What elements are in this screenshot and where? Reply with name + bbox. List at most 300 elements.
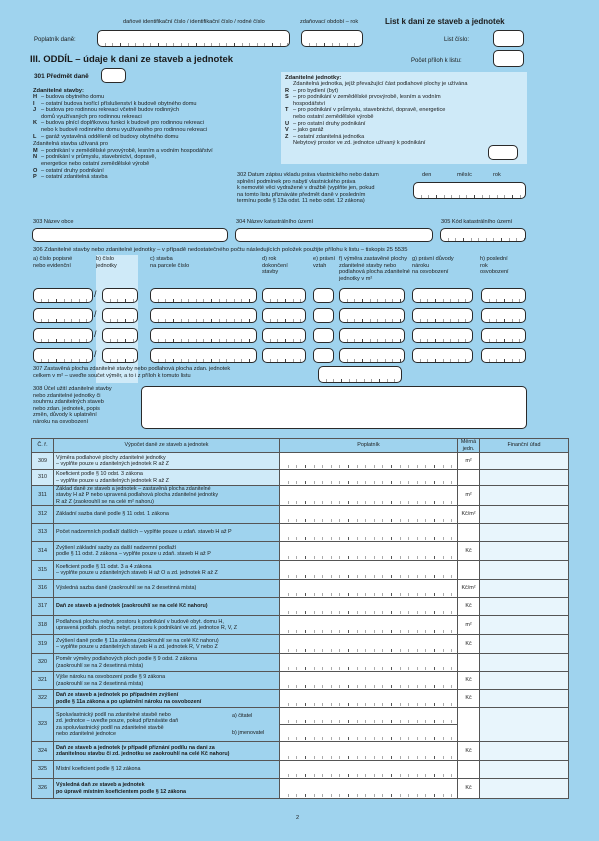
unit-code-item bbox=[285, 134, 467, 141]
row306-cell[interactable] bbox=[313, 348, 334, 363]
slash-separator: / bbox=[94, 289, 97, 299]
row306-cell[interactable] bbox=[262, 308, 306, 323]
row-description: Základní sazba daně podle § 11 odst. 1 zákona bbox=[54, 506, 280, 524]
row302-line: splnění podmínek pro nabytí vlastnického práva bbox=[237, 178, 356, 185]
row306-col-header bbox=[33, 256, 72, 269]
office-cell bbox=[480, 672, 569, 690]
row-number: 323 bbox=[32, 708, 54, 742]
item-text: – pro podnikání v zemědělské prvovýrobě, lesním a vodním bbox=[293, 94, 441, 101]
row-number: 311 bbox=[32, 486, 54, 506]
item-text: – jako garáž bbox=[293, 127, 324, 134]
kat-field[interactable] bbox=[235, 228, 433, 242]
table-row bbox=[32, 742, 569, 761]
office-cell bbox=[480, 524, 569, 542]
row306-cell[interactable] bbox=[313, 288, 334, 303]
item-text: – ostatní budova tvořící příslušenství k budově obytného domu bbox=[41, 100, 197, 107]
kod-field[interactable] bbox=[440, 228, 526, 242]
item-text: – pro podnikání v průmyslu, stavebnictví, dopravě, energetice bbox=[293, 107, 446, 114]
unit-code-item bbox=[285, 107, 467, 114]
item-text: – garáž vystavěná odděleně od budovy obytného domu bbox=[41, 133, 179, 140]
row306-cell[interactable] bbox=[150, 348, 257, 363]
subject-field[interactable] bbox=[101, 68, 126, 83]
row307-line: celkem v m² – uveďte součet výměr, a to i z příloh k tomuto listu bbox=[33, 372, 191, 379]
unit-cell bbox=[458, 470, 480, 486]
row306-col-header-line: b) číslo bbox=[96, 256, 115, 262]
digit-ticks bbox=[280, 465, 457, 468]
payer-value-field[interactable] bbox=[280, 453, 458, 470]
row306-cell[interactable] bbox=[150, 308, 257, 323]
row-number: 321 bbox=[32, 672, 54, 690]
payer-value-field[interactable] bbox=[280, 616, 458, 635]
row306-cell[interactable] bbox=[262, 348, 306, 363]
unit-cell bbox=[458, 761, 480, 779]
row306-col-header-line: h) poslední bbox=[480, 256, 508, 262]
row306-cell[interactable] bbox=[481, 288, 526, 303]
row306-cell[interactable] bbox=[339, 288, 405, 303]
denominator-label: b) jmenovatel bbox=[232, 730, 265, 736]
row308-line: souhrnu zdanitelných staveb bbox=[33, 399, 104, 406]
row308-line: změn, důvody k uplatnění bbox=[33, 412, 97, 419]
building-code-item bbox=[33, 120, 213, 127]
unit-cell: m² bbox=[458, 453, 480, 470]
item-text: nebo k budově rodinného domu využívaného pro rodinnou rekreaci bbox=[41, 126, 208, 133]
row306-col-header-line: nebo evidenční bbox=[33, 262, 71, 269]
unit-cell: Kč/m² bbox=[458, 506, 480, 524]
office-cell bbox=[480, 708, 569, 742]
row-number: 325 bbox=[32, 761, 54, 779]
row306-col-header-line: osvobození bbox=[480, 269, 509, 276]
item-code: V bbox=[285, 127, 289, 134]
row306-col-header-line: stavby bbox=[262, 269, 279, 276]
item-text: – budova pro rodinnou rekreaci včetně budov rodinných bbox=[41, 107, 180, 114]
table-row bbox=[32, 542, 569, 561]
item-text: hospodářství bbox=[293, 100, 326, 107]
row306-cell[interactable] bbox=[33, 288, 93, 303]
payer-value-field[interactable] bbox=[280, 506, 458, 524]
row307-line: 307 Zastavěná plocha zdanitelné stavby nebo podlahová plocha zdan. jednotek bbox=[33, 366, 231, 372]
payer-value-field[interactable] bbox=[280, 542, 458, 561]
row306-col-header bbox=[339, 256, 410, 282]
digit-ticks bbox=[280, 630, 457, 633]
row306-col-header-line: podlahová plocha zdanitelné bbox=[339, 269, 410, 276]
item-code: P bbox=[33, 174, 37, 181]
period-label: zdaňovací období – rok bbox=[300, 19, 359, 25]
item-code: J bbox=[33, 107, 37, 114]
table-row bbox=[32, 635, 569, 654]
units-items bbox=[285, 81, 467, 147]
unit-cell: Kč bbox=[458, 690, 480, 708]
usage-heading: Zdanitelná stavba užívaná pro bbox=[33, 141, 108, 148]
office-cell bbox=[480, 598, 569, 616]
row-description: Koeficient podle § 10 odst. 3 zákona – vyplňte pouze u zdanitelných jednotek R až Z bbox=[54, 470, 280, 486]
unit-cell: Kč bbox=[458, 672, 480, 690]
kat-label: 304 Název katastrálního území bbox=[236, 219, 314, 225]
row306-cell[interactable] bbox=[412, 288, 473, 303]
table-row bbox=[32, 598, 569, 616]
row306-col-header bbox=[262, 256, 288, 276]
row307-field[interactable] bbox=[318, 366, 402, 383]
attach-count-field[interactable] bbox=[493, 50, 524, 67]
row306-cell[interactable] bbox=[33, 328, 93, 343]
payer-value-field[interactable] bbox=[280, 654, 458, 672]
row302-line: k nemovité věci vydražené v dražbě (vyplňte jen, pokud bbox=[237, 185, 375, 192]
row306-col-header-line: na parcele číslo bbox=[150, 262, 190, 269]
table-row bbox=[32, 580, 569, 598]
item-code: N bbox=[33, 154, 38, 161]
dic-label: daňové identifikační číslo / identifikační číslo / rodné číslo bbox=[123, 19, 265, 25]
sheet-no-label: List číslo: bbox=[444, 37, 470, 43]
row-description: Výše nároku na osvobození podle § 9 zákona (zaokrouhlí se na 2 desetinná místa) bbox=[54, 672, 280, 690]
payer-value-field[interactable] bbox=[280, 486, 458, 506]
row-description: Místní koeficient podle § 12 zákona bbox=[54, 761, 280, 779]
unit-cell: Kč/m² bbox=[458, 580, 480, 598]
dic-field[interactable] bbox=[97, 30, 290, 47]
row323-text: Spoluvlastnický podíl na zdanitelné stavbě nebo zd. jednotce – uveďte pouze, pokud přiznáváte daň za spoluvlastnický podíl na zdanitelné stavbě nebo zdanitelné jednotce bbox=[56, 712, 179, 737]
digit-ticks bbox=[280, 575, 457, 578]
slash-separator: / bbox=[94, 349, 97, 359]
row-number: 322 bbox=[32, 690, 54, 708]
col-num-header: Č. ř. bbox=[32, 439, 54, 453]
denominator-field[interactable] bbox=[280, 725, 458, 742]
unit-cell bbox=[458, 654, 480, 672]
usage-code-item bbox=[33, 168, 213, 175]
digit-ticks bbox=[280, 737, 457, 740]
unit-code-item bbox=[285, 121, 467, 128]
item-code: R bbox=[285, 87, 290, 94]
row-number: 320 bbox=[32, 654, 54, 672]
unit-cell bbox=[458, 561, 480, 580]
table-row bbox=[32, 654, 569, 672]
unit-cell: m² bbox=[458, 616, 480, 635]
row-number: 309 bbox=[32, 453, 54, 470]
row-description: Daň ze staveb a jednotek po případném zvýšení podle § 11a zákona a po uplatnění nároku na osvobození bbox=[54, 690, 280, 708]
table-row bbox=[32, 616, 569, 635]
item-text: Nebytový prostor ve zd. jednotce užívaný k podnikání bbox=[293, 140, 426, 147]
buildings-heading: Zdanitelné stavby: bbox=[33, 88, 84, 94]
payer-value-field[interactable] bbox=[280, 598, 458, 616]
row306-cell[interactable] bbox=[33, 348, 93, 363]
digit-ticks bbox=[280, 703, 457, 706]
sheet-no-field[interactable] bbox=[493, 30, 524, 47]
kod-label: 305 Kód katastrálního území bbox=[441, 219, 513, 225]
unit-code-item bbox=[285, 127, 467, 134]
building-code-item bbox=[33, 94, 213, 101]
row306-col-header bbox=[313, 256, 335, 269]
month-label: měsíc bbox=[457, 172, 472, 178]
row306-cell[interactable] bbox=[102, 288, 138, 303]
row306-cell[interactable] bbox=[33, 308, 93, 323]
section-title: III. ODDÍL – údaje k dani ze staveb a jednotek bbox=[30, 54, 234, 65]
row-number: 324 bbox=[32, 742, 54, 761]
row-number: 314 bbox=[32, 542, 54, 561]
item-code: T bbox=[285, 107, 289, 114]
buildings-list bbox=[33, 88, 213, 181]
payer-value-field[interactable] bbox=[280, 761, 458, 779]
row306-cell[interactable] bbox=[313, 328, 334, 343]
digit-ticks bbox=[280, 649, 457, 652]
row-description: Zvýšení daně podle § 11a zákona (zaokrouhlí se na celé Kč nahoru) – vyplňte pouze u zdanitelných staveb H a zd. jednotek R, V nebo Z bbox=[54, 635, 280, 654]
usage-code-item bbox=[33, 161, 213, 168]
item-code: K bbox=[33, 120, 38, 127]
obec-field[interactable] bbox=[32, 228, 228, 242]
row-description bbox=[54, 708, 280, 742]
office-cell bbox=[480, 635, 569, 654]
unit-cell: Kč bbox=[458, 742, 480, 761]
payer-value-field[interactable] bbox=[280, 561, 458, 580]
office-cell bbox=[480, 742, 569, 761]
col-office-header: Finanční úřad bbox=[480, 439, 569, 453]
item-text: energetice nebo ostatní zemědělské výrobě bbox=[41, 160, 150, 167]
office-cell bbox=[480, 654, 569, 672]
office-cell bbox=[480, 761, 569, 779]
row302-label bbox=[237, 172, 379, 205]
office-cell bbox=[480, 779, 569, 799]
row306-cell[interactable] bbox=[262, 328, 306, 343]
unit-code-item bbox=[285, 88, 467, 95]
row306-col-header-line: e) právní bbox=[313, 256, 336, 262]
col-calc-header: Výpočet daně ze staveb a jednotek bbox=[54, 439, 280, 453]
obec-label: 303 Název obce bbox=[33, 219, 74, 225]
item-code: U bbox=[285, 120, 290, 127]
building-code-item bbox=[33, 101, 213, 108]
row-number: 313 bbox=[32, 524, 54, 542]
row302-line: na tomto listu přiznáváte předmět daně v posledním bbox=[237, 191, 366, 198]
unit-code-item bbox=[285, 94, 467, 101]
item-text: – podnikání v průmyslu, stavebnictví, dopravě, bbox=[41, 154, 157, 161]
item-code: O bbox=[33, 167, 38, 174]
row306-col-header-line: c) stavba bbox=[150, 256, 173, 262]
row306-cell[interactable] bbox=[412, 328, 473, 343]
digit-ticks bbox=[280, 756, 457, 759]
payer-value-field[interactable] bbox=[280, 779, 458, 799]
row308-field[interactable] bbox=[141, 386, 527, 429]
row308-line: 308 Účel užití zdanitelné stavby bbox=[33, 386, 112, 392]
row306-col-header-line: d) rok bbox=[262, 256, 277, 262]
nonresidential-field[interactable] bbox=[488, 145, 518, 160]
table-body bbox=[32, 453, 569, 799]
slash-separator: / bbox=[94, 309, 97, 319]
table-row bbox=[32, 470, 569, 486]
usage-items bbox=[33, 148, 213, 181]
building-code-item bbox=[33, 134, 213, 141]
digit-ticks bbox=[280, 685, 457, 688]
payer-value-field[interactable] bbox=[280, 635, 458, 654]
row-description: Výměra podlahové plochy zdanitelné jednotky – vyplňte pouze u zdanitelných jednotek R až Z bbox=[54, 453, 280, 470]
row-description: Počet nadzemních podlaží dalších – vyplňte pouze u zdaň. staveb H až P bbox=[54, 524, 280, 542]
office-cell bbox=[480, 561, 569, 580]
row306-cell[interactable] bbox=[150, 328, 257, 343]
form-title: List k dani ze staveb a jednotek bbox=[385, 17, 505, 26]
row306-col-header-line: g) právní důvody bbox=[412, 256, 454, 262]
office-cell bbox=[480, 542, 569, 561]
page-number: 2 bbox=[296, 815, 300, 821]
unit-cell bbox=[458, 708, 480, 742]
building-code-item bbox=[33, 114, 213, 121]
row306-cell[interactable] bbox=[481, 308, 526, 323]
row-description: Zvýšení základní sazby za další nadzemní podlaží podle § 11 odst. 2 zákona – vyplňte pouze u zdaň. staveb H až P bbox=[54, 542, 280, 561]
row-description: Poměr výměry podlahových ploch podle § 9 odst. 2 zákona (zaokrouhlí se na 2 desetinná místa) bbox=[54, 654, 280, 672]
row306-col-header-line: vztah bbox=[313, 262, 327, 269]
row-description: Výsledná sazba daně (zaokrouhlí se na 2 desetinná místa) bbox=[54, 580, 280, 598]
digit-ticks bbox=[280, 774, 457, 777]
payer-label: Poplatník daně: bbox=[34, 37, 76, 43]
row-description: Daň ze staveb a jednotek (zaokrouhlí se na celé Kč nahoru) bbox=[54, 598, 280, 616]
row-number: 319 bbox=[32, 635, 54, 654]
row-description: Podlahová plocha nebyt. prostoru k podnikání v budově obyt. domu H, upravená podlah. plocha nebyt. prostoru k podnikání ve zd. jednotce R, V, Z bbox=[54, 616, 280, 635]
table-row bbox=[32, 524, 569, 542]
row306-col-header-line: rok bbox=[480, 262, 488, 269]
row-number: 316 bbox=[32, 580, 54, 598]
row306-col-header-line: jednotky v m² bbox=[339, 275, 373, 282]
item-text: – ostatní zdanitelná jednotka bbox=[293, 133, 365, 140]
table-row bbox=[32, 486, 569, 506]
row306-cell[interactable] bbox=[339, 308, 405, 323]
office-cell bbox=[480, 506, 569, 524]
table-row bbox=[32, 708, 569, 725]
table-header-row bbox=[32, 439, 569, 453]
table-row bbox=[32, 506, 569, 524]
digit-ticks bbox=[280, 537, 457, 540]
row306-cell[interactable] bbox=[339, 348, 405, 363]
row306-col-header-line: dokončení bbox=[262, 262, 288, 269]
unit-code-item bbox=[285, 114, 467, 121]
building-code-item bbox=[33, 107, 213, 114]
digit-ticks bbox=[280, 593, 457, 596]
row306-cell[interactable] bbox=[102, 328, 138, 343]
table-row bbox=[32, 690, 569, 708]
col-payer-header: Poplatník bbox=[280, 439, 458, 453]
payer-value-field[interactable] bbox=[280, 690, 458, 708]
table-row bbox=[32, 779, 569, 799]
digit-ticks bbox=[280, 481, 457, 484]
office-cell bbox=[480, 470, 569, 486]
year-label: rok bbox=[493, 172, 501, 178]
row-number: 317 bbox=[32, 598, 54, 616]
row302-line: 302 Datum zápisu vkladu práva vlastnického nebo datum bbox=[237, 172, 379, 178]
unit-cell: Kč bbox=[458, 779, 480, 799]
tax-calc-table bbox=[31, 438, 569, 799]
row306-cell[interactable] bbox=[412, 348, 473, 363]
item-text: – budova obytného domu bbox=[41, 94, 105, 100]
usage-code-item bbox=[33, 174, 213, 181]
row306-col-header-line: jednotky bbox=[96, 262, 117, 269]
item-text: – ostatní druhy podnikání bbox=[41, 167, 104, 174]
row306-col-header-line: nároku bbox=[412, 262, 430, 269]
row308-line: nároku na osvobození bbox=[33, 418, 89, 425]
item-code: H bbox=[33, 94, 38, 100]
row306-col-header-line: f) výměra zastavěné plochy bbox=[339, 256, 408, 262]
row-description: Daň ze staveb a jednotek (v případě přiznání podílu na dani za zdanitelnou stavbu či zd. jednotku se zaokrouhlí na celé Kč nahoru) bbox=[54, 742, 280, 761]
row308-line: nebo zdanitelné jednotky či bbox=[33, 392, 101, 399]
row306-cell[interactable] bbox=[262, 288, 306, 303]
numerator-label: a) čitatel bbox=[232, 713, 253, 719]
row-description: Základ daně ze staveb a jednotek – zastavěná plocha zdanitelné stavby H až P nebo upravená podlahová plocha zdanitelné jednotky R až Z (zaokrouhlí se na celé m² nahoru) bbox=[54, 486, 280, 506]
row306-cell[interactable] bbox=[102, 348, 138, 363]
item-text: – pro ostatní druhy podnikání bbox=[293, 120, 366, 127]
item-text: – ostatní zdanitelná stavba bbox=[41, 174, 108, 181]
unit-code-item bbox=[285, 81, 467, 88]
attach-count-label: Počet příloh k listu: bbox=[411, 58, 462, 64]
row307-label bbox=[33, 366, 230, 379]
payer-value-field[interactable] bbox=[280, 672, 458, 690]
payer-value-field[interactable] bbox=[280, 742, 458, 761]
row308-label bbox=[33, 386, 112, 426]
unit-code-item bbox=[285, 140, 467, 147]
row306-col-header bbox=[150, 256, 189, 269]
digit-ticks bbox=[280, 501, 457, 504]
item-code: I bbox=[33, 100, 35, 107]
office-cell bbox=[480, 616, 569, 635]
row-description: Koeficient podle § 11 odst. 3 a 4 zákona – vyplňte pouze u zdanitelných staveb H až O a zd. jednotek R až Z bbox=[54, 561, 280, 580]
row306-cell[interactable] bbox=[102, 308, 138, 323]
date-field[interactable] bbox=[413, 182, 526, 199]
table-row bbox=[32, 453, 569, 470]
period-field[interactable] bbox=[301, 30, 363, 47]
row306-cell[interactable] bbox=[150, 288, 257, 303]
item-code: S bbox=[285, 94, 289, 101]
slash-separator: / bbox=[94, 329, 97, 339]
item-text: domů využívaných pro rodinnou rekreaci bbox=[41, 113, 142, 120]
digit-ticks bbox=[280, 720, 457, 723]
row-number: 326 bbox=[32, 779, 54, 799]
row302-line: termínu podle § 13a odst. 11 nebo odst. 12 zákona) bbox=[237, 198, 365, 205]
building-code-item bbox=[33, 127, 213, 134]
item-text: – pro bydlení (byt) bbox=[293, 87, 339, 94]
unit-cell: Kč bbox=[458, 598, 480, 616]
row-number: 318 bbox=[32, 616, 54, 635]
office-cell bbox=[480, 580, 569, 598]
payer-value-field[interactable] bbox=[280, 580, 458, 598]
row306-cell[interactable] bbox=[412, 308, 473, 323]
row-number: 315 bbox=[32, 561, 54, 580]
table-row bbox=[32, 761, 569, 779]
item-code: L bbox=[33, 133, 37, 140]
row306-col-header-line: a) číslo popisné bbox=[33, 256, 73, 262]
day-label: den bbox=[422, 172, 432, 178]
item-text: nebo ostatní zemědělské výrobě bbox=[293, 113, 374, 120]
row306-cell[interactable] bbox=[481, 348, 526, 363]
table-row bbox=[32, 672, 569, 690]
row306-col-header bbox=[96, 256, 117, 269]
units-list bbox=[285, 75, 467, 147]
item-code: Z bbox=[285, 133, 289, 140]
row306-cell[interactable] bbox=[313, 308, 334, 323]
subject-label: 301 Předmět daně bbox=[34, 73, 89, 80]
row306-title: 306 Zdanitelné stavby nebo zdanitelné jednotky – v případě nedostatečného počtu následujících položek použijte přílohu k listu – tiskopis 25 5535 bbox=[33, 247, 408, 253]
unit-cell: m² bbox=[458, 486, 480, 506]
row306-col-header-line: zdanitelné stavby nebo bbox=[339, 262, 397, 269]
numerator-field[interactable] bbox=[280, 708, 458, 725]
payer-value-field[interactable] bbox=[280, 470, 458, 486]
buildings-items bbox=[33, 94, 213, 140]
digit-ticks bbox=[280, 519, 457, 522]
row306-col-header bbox=[480, 256, 509, 276]
office-cell bbox=[480, 690, 569, 708]
office-cell bbox=[480, 486, 569, 506]
digit-ticks bbox=[280, 667, 457, 670]
row-number: 312 bbox=[32, 506, 54, 524]
row306-cell[interactable] bbox=[339, 328, 405, 343]
payer-value-field[interactable] bbox=[280, 524, 458, 542]
row-description: Výsledná daň ze staveb a jednotek po úpravě místním koeficientem podle § 12 zákona bbox=[54, 779, 280, 799]
unit-cell: Kč bbox=[458, 542, 480, 561]
item-text: Zdanitelná jednotka, jejíž převažující část podlahové plochy je užívána bbox=[293, 81, 468, 87]
row306-cell[interactable] bbox=[481, 328, 526, 343]
row306-col-header-line: na osvobození bbox=[412, 269, 449, 276]
digit-ticks bbox=[280, 794, 457, 797]
row-number: 310 bbox=[32, 470, 54, 486]
digit-ticks bbox=[280, 556, 457, 559]
